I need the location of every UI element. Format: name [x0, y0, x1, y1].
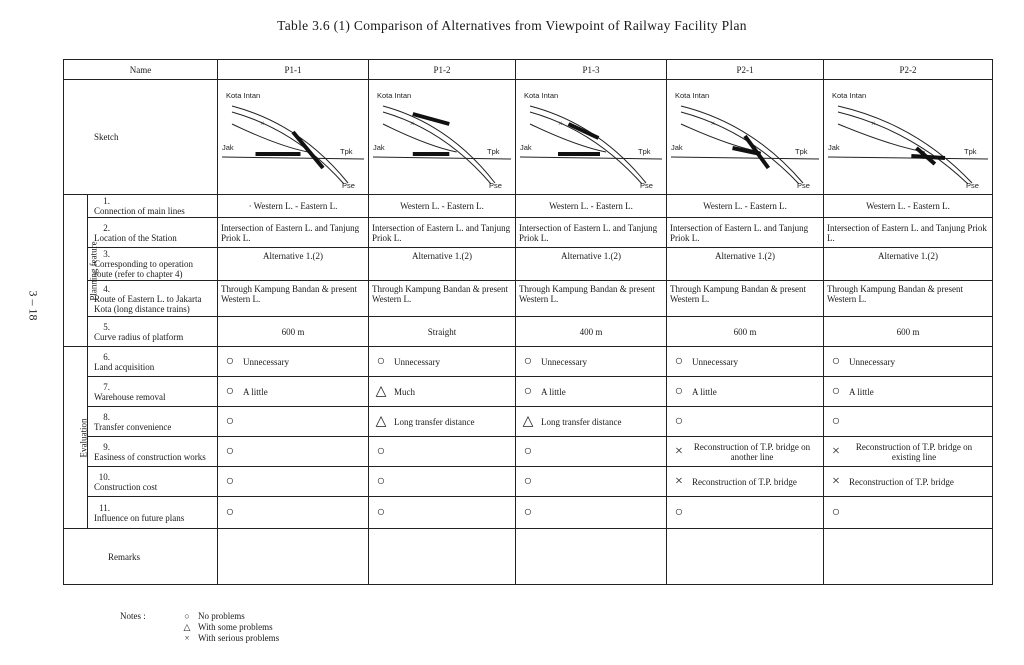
eval-cell: [218, 407, 369, 437]
station-label-top: Kota Intan: [832, 91, 867, 100]
eval-cell: × Reconstruction of T.P. bridge: [667, 467, 824, 497]
eval-cell: × Reconstruction of T.P. bridge: [824, 467, 993, 497]
row-label: 7.Warehouse removal: [88, 377, 218, 407]
comparison-table: [63, 59, 993, 585]
note-text: No problems: [198, 611, 245, 621]
eval-cell: [369, 467, 516, 497]
eval-cell: ○ Unnecessary: [369, 347, 516, 377]
rating-symbol: ○: [376, 473, 386, 489]
track-sketch: [516, 80, 666, 194]
notes: [120, 611, 279, 644]
notes-label: Notes :: [120, 611, 146, 621]
cell: Through Kampung Bandan & present Western L.: [667, 281, 824, 317]
station-label-top: Kota Intan: [524, 91, 559, 100]
track-sketch: [667, 80, 823, 194]
remarks-cell: [218, 529, 369, 585]
cell: Alternative 1.(2): [667, 248, 824, 281]
station-label-left: Jak: [520, 143, 532, 152]
eval-cell: [516, 437, 667, 467]
cell: Alternative 1.(2): [218, 248, 369, 281]
eval-cell: [667, 497, 824, 529]
sketch-alt-4: [667, 80, 824, 195]
rating-symbol: ○: [674, 413, 684, 429]
row-label: 10.Construction cost: [88, 467, 218, 497]
station-label-top: Kota Intan: [226, 91, 261, 100]
rating-symbol: ○: [831, 383, 841, 399]
track-sketch: [369, 80, 515, 194]
track-western: [828, 157, 988, 159]
sketch-alt-1: [218, 80, 369, 195]
eval-cell: [369, 497, 516, 529]
station-label-right: Tpk: [964, 147, 977, 156]
rating-symbol: ○: [225, 504, 235, 520]
rating-symbol: ○: [674, 383, 684, 399]
cross-icon: ×: [184, 633, 190, 643]
group-planning: Planning feature: [64, 195, 88, 347]
row-label: 4.Route of Eastern L. to Jakarta Kota (long distance trains): [88, 281, 218, 317]
row-label: 6.Land acquisition: [88, 347, 218, 377]
eval-cell: △ Long transfer distance: [369, 407, 516, 437]
cell: Through Kampung Bandan & present Western L.: [369, 281, 516, 317]
cell: 400 m: [516, 317, 667, 347]
station-label-right: Tpk: [795, 147, 808, 156]
sketch-alt-5: [824, 80, 993, 195]
track-sketch: [218, 80, 368, 194]
eval-cell: [218, 437, 369, 467]
station-label-bottom: Pse: [489, 181, 502, 190]
cell: Intersection of Eastern L. and Tanjung Priok L.: [218, 218, 369, 248]
remarks-cell: [667, 529, 824, 585]
eval-cell: [516, 497, 667, 529]
cross-mark: ×: [710, 119, 716, 128]
row-label: 9.Easiness of construction works: [88, 437, 218, 467]
cell: Straight: [369, 317, 516, 347]
rating-symbol: ○: [225, 413, 235, 429]
cell: Western L. - Eastern L.: [824, 195, 993, 218]
rating-symbol: ○: [831, 504, 841, 520]
eval-cell: ○ A little: [516, 377, 667, 407]
eval-cell: ○ Unnecessary: [218, 347, 369, 377]
station-label-bottom: Pse: [342, 181, 355, 190]
track-branch: [838, 124, 925, 152]
station-label-top: Kota Intan: [675, 91, 710, 100]
eval-cell: ○ A little: [218, 377, 369, 407]
cross-mark: ×: [558, 119, 563, 128]
eval-cell: △ Long transfer distance: [516, 407, 667, 437]
station-label-right: Tpk: [638, 147, 651, 156]
eval-cell: [369, 437, 516, 467]
track-western: [520, 157, 662, 159]
remarks-cell: [824, 529, 993, 585]
track-western: [222, 157, 364, 159]
eval-cell: ○ A little: [824, 377, 993, 407]
eval-cell: [218, 497, 369, 529]
station-label-left: Jak: [671, 143, 683, 152]
eval-cell: [516, 467, 667, 497]
rating-symbol: ○: [376, 504, 386, 520]
row-label: 11.Influence on future plans: [88, 497, 218, 529]
row-label: 2.Location of the Station: [88, 218, 218, 248]
eval-cell: ○ Unnecessary: [667, 347, 824, 377]
page-number: 3 – 18: [26, 290, 41, 321]
rating-symbol: ○: [225, 443, 235, 459]
eval-cell: × Reconstruction of T.P. bridge on another line: [667, 437, 824, 467]
station-label-top: Kota Intan: [377, 91, 412, 100]
rating-symbol: △: [375, 413, 387, 429]
cell: Through Kampung Bandan & present Western L.: [824, 281, 993, 317]
rating-symbol: ○: [831, 353, 841, 369]
cross-mark: ×: [409, 119, 415, 128]
row-label: 8.Transfer convenience: [88, 407, 218, 437]
sketch-alt-2: [369, 80, 516, 195]
station-label-right: Tpk: [487, 147, 500, 156]
cell: 600 m: [218, 317, 369, 347]
rating-symbol: ×: [832, 473, 840, 489]
station-label-left: Jak: [222, 143, 234, 152]
rating-symbol: ○: [523, 473, 533, 489]
cell: Alternative 1.(2): [516, 248, 667, 281]
cell: Western L. - Eastern L.: [369, 195, 516, 218]
sketch-label: Sketch: [64, 80, 218, 195]
track-eastern: [232, 112, 344, 184]
eval-cell: × Reconstruction of T.P. bridge on existing line: [824, 437, 993, 467]
remarks-cell: [516, 529, 667, 585]
rating-symbol: △: [522, 413, 534, 429]
track-sketch: [824, 80, 992, 194]
rating-symbol: ○: [376, 443, 386, 459]
rating-symbol: ○: [225, 383, 235, 399]
cell: Western L. - Eastern L.: [667, 195, 824, 218]
rating-symbol: △: [375, 383, 387, 399]
header-alt-5: P2-2: [824, 60, 993, 80]
header-alt-2: P1-2: [369, 60, 516, 80]
header-alt-3: P1-3: [516, 60, 667, 80]
cell: Intersection of Eastern L. and Tanjung Priok L.: [824, 218, 993, 248]
cell: Through Kampung Bandan & present Western L.: [218, 281, 369, 317]
note-text: With some problems: [198, 622, 273, 632]
track-eastern: [838, 112, 968, 184]
sketch-alt-3: [516, 80, 667, 195]
rating-symbol: ○: [523, 443, 533, 459]
eval-cell: ○ Unnecessary: [516, 347, 667, 377]
station-label-right: Tpk: [340, 147, 353, 156]
rating-symbol: ×: [832, 443, 840, 459]
circle-icon: ○: [184, 611, 190, 621]
cell: Western L. - Eastern L.: [516, 195, 667, 218]
cell: Intersection of Eastern L. and Tanjung Priok L.: [369, 218, 516, 248]
table-title: Table 3.6 (1) Comparison of Alternatives from Viewpoint of Railway Facility Plan: [277, 18, 747, 33]
eval-cell: ○ A little: [667, 377, 824, 407]
rating-symbol: ○: [674, 504, 684, 520]
eval-cell: △ Much: [369, 377, 516, 407]
cell: · Western L. - Eastern L.: [218, 195, 369, 218]
track-western: [671, 157, 819, 159]
track-branch: [383, 124, 457, 152]
rating-symbol: ×: [675, 443, 683, 459]
remarks-cell: [369, 529, 516, 585]
station-label-left: Jak: [373, 143, 385, 152]
rating-symbol: ○: [831, 413, 841, 429]
rating-symbol: ○: [523, 383, 533, 399]
row-label: 3.Corresponding to operation route (refer to chapter 4): [88, 248, 218, 281]
station-label-bottom: Pse: [966, 181, 979, 190]
cell: 600 m: [667, 317, 824, 347]
cell: 600 m: [824, 317, 993, 347]
group-evaluation: Evaluation: [64, 347, 88, 529]
rating-symbol: ○: [523, 504, 533, 520]
track-eastern: [530, 112, 642, 184]
rating-symbol: ○: [225, 353, 235, 369]
rating-symbol: ○: [225, 473, 235, 489]
cross-mark: ×: [871, 119, 876, 128]
cell: Alternative 1.(2): [369, 248, 516, 281]
track-western: [373, 157, 511, 159]
cell: Intersection of Eastern L. and Tanjung Priok L.: [667, 218, 824, 248]
rating-symbol: ○: [523, 353, 533, 369]
remarks-label: Remarks: [64, 529, 218, 585]
header-alt-1: P1-1: [218, 60, 369, 80]
rating-symbol: ○: [376, 353, 386, 369]
eval-cell: [824, 497, 993, 529]
station-label-left: Jak: [828, 143, 840, 152]
note-text: With serious problems: [198, 633, 280, 643]
station-label-bottom: Pse: [640, 181, 653, 190]
station-label-bottom: Pse: [797, 181, 810, 190]
row-label: 5.Curve radius of platform: [88, 317, 218, 347]
triangle-icon: △: [183, 622, 191, 632]
row-label: 1.Connection of main lines: [88, 195, 218, 218]
cell: Intersection of Eastern L. and Tanjung Priok L.: [516, 218, 667, 248]
rating-symbol: ×: [675, 473, 683, 489]
cell: Through Kampung Bandan & present Western L.: [516, 281, 667, 317]
header-alt-4: P2-1: [667, 60, 824, 80]
rating-symbol: ○: [674, 353, 684, 369]
eval-cell: [824, 407, 993, 437]
header-name: Name: [64, 60, 218, 80]
eval-cell: [667, 407, 824, 437]
platform: [569, 124, 599, 138]
eval-cell: ○ Unnecessary: [824, 347, 993, 377]
eval-cell: [218, 467, 369, 497]
cell: Alternative 1.(2): [824, 248, 993, 281]
track-eastern: [383, 112, 491, 184]
cross-mark: ×: [260, 119, 265, 128]
